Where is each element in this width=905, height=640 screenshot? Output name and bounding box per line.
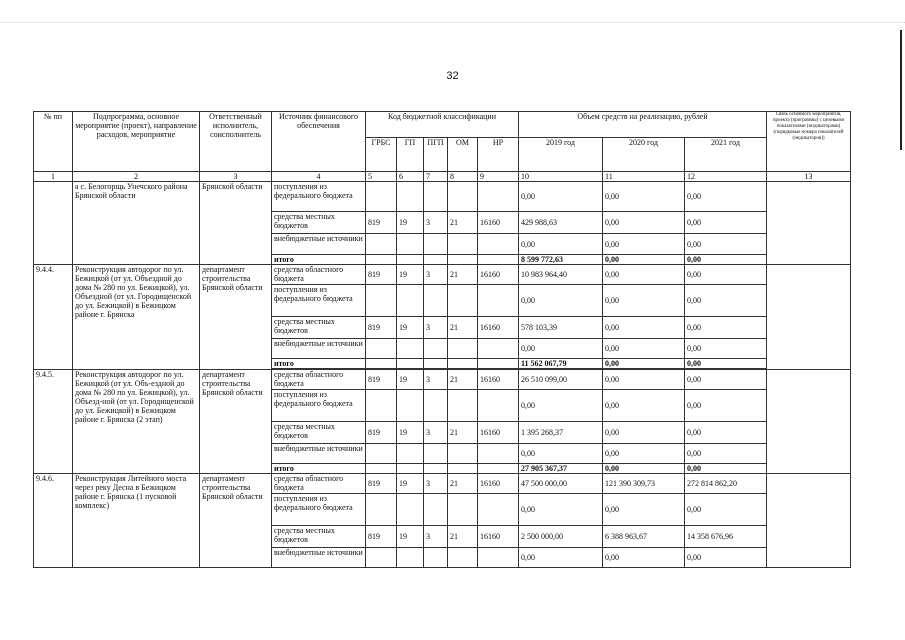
hdr-pgp: ПГП bbox=[424, 138, 448, 172]
row-source: поступления из федерального бюджета bbox=[272, 390, 366, 422]
table-row bbox=[34, 370, 851, 390]
value-2019: 429 988,63 bbox=[519, 212, 603, 234]
code-om: 21 bbox=[448, 474, 478, 494]
code-gp: 19 bbox=[397, 474, 424, 494]
value-2019: 0,00 bbox=[519, 494, 603, 526]
total-2020: 0,00 bbox=[603, 464, 685, 474]
code-gp: 19 bbox=[397, 526, 424, 548]
row-num bbox=[34, 182, 73, 265]
value-2021: 0,00 bbox=[685, 317, 767, 339]
hdr-np: НР bbox=[478, 138, 519, 172]
value-2020: 0,00 bbox=[603, 265, 685, 285]
row-source: итого bbox=[272, 464, 366, 474]
code-grbs: 819 bbox=[366, 212, 397, 234]
code-gp: 19 bbox=[397, 370, 424, 390]
value-2021: 0,00 bbox=[685, 182, 767, 212]
scan-edge-bar bbox=[900, 30, 902, 150]
value-2020: 0,00 bbox=[603, 548, 685, 568]
page-number: 32 bbox=[446, 70, 459, 82]
value-2020: 0,00 bbox=[603, 182, 685, 212]
code-grbs: 819 bbox=[366, 317, 397, 339]
row-responsible: департамент строительства Брянской области bbox=[200, 370, 272, 474]
colnum: 13 bbox=[767, 172, 851, 182]
code-grbs: 819 bbox=[366, 422, 397, 444]
code-om: 21 bbox=[448, 526, 478, 548]
row-responsible: департамент строительства Брянской области bbox=[200, 265, 272, 370]
row-link bbox=[767, 182, 851, 265]
code-gp: 19 bbox=[397, 212, 424, 234]
colnum: 3 bbox=[200, 172, 272, 182]
code-np: 16160 bbox=[478, 370, 519, 390]
colnum: 9 bbox=[478, 172, 519, 182]
value-2021: 14 358 676,96 bbox=[685, 526, 767, 548]
value-2020: 0,00 bbox=[603, 390, 685, 422]
code-pgp: 3 bbox=[424, 370, 448, 390]
code-pgp: 3 bbox=[424, 422, 448, 444]
row-responsible: Брянской области bbox=[200, 182, 272, 265]
row-link bbox=[767, 265, 851, 370]
code-np: 16160 bbox=[478, 265, 519, 285]
row-description: Реконструкция автодорог по ул. Бежицкой (от ул. Объ-ездной до дома № 280 по ул. Бежицкой), ул. Объезд-ной (от ул. Городищенской до ул. Бежицкой) в Бежицком районе г. Брянска (2 этап) bbox=[73, 370, 200, 474]
colnum: 4 bbox=[272, 172, 366, 182]
table-row bbox=[34, 182, 851, 212]
value-2021: 0,00 bbox=[685, 370, 767, 390]
value-2019: 47 500 000,00 bbox=[519, 474, 603, 494]
row-source: средства местных бюджетов bbox=[272, 212, 366, 234]
code-om: 21 bbox=[448, 370, 478, 390]
code-pgp: 3 bbox=[424, 474, 448, 494]
hdr-om: ОМ bbox=[448, 138, 478, 172]
row-source: внебюджетные источники bbox=[272, 234, 366, 255]
value-2020: 0,00 bbox=[603, 317, 685, 339]
code-np: 16160 bbox=[478, 422, 519, 444]
hdr-2021: 2021 год bbox=[685, 138, 767, 172]
value-2019: 0,00 bbox=[519, 182, 603, 212]
value-2021: 0,00 bbox=[685, 285, 767, 317]
row-source: средства областного бюджета bbox=[272, 265, 366, 285]
row-num: 9.4.6. bbox=[34, 474, 73, 568]
row-description: Реконструкция Литейного моста через реку Десна в Бежицком районе г. Брянска (1 пусковой комплекс) bbox=[73, 474, 200, 568]
total-2019: 11 562 067,79 bbox=[519, 359, 603, 369]
row-source: итого bbox=[272, 359, 366, 369]
value-2019: 0,00 bbox=[519, 234, 603, 255]
total-2019: 8 599 772,63 bbox=[519, 255, 603, 265]
code-np: 16160 bbox=[478, 212, 519, 234]
hdr-volume: Объем средств на реализацию, рублей bbox=[519, 112, 767, 138]
value-2020: 0,00 bbox=[603, 212, 685, 234]
value-2021: 0,00 bbox=[685, 422, 767, 444]
row-source: поступления из федерального бюджета bbox=[272, 285, 366, 317]
code-grbs: 819 bbox=[366, 265, 397, 285]
value-2019: 578 103,39 bbox=[519, 317, 603, 339]
code-gp: 19 bbox=[397, 317, 424, 339]
row-num: 9.4.5. bbox=[34, 370, 73, 474]
header-row bbox=[34, 112, 851, 138]
row-responsible: департамент строительства Брянской области bbox=[200, 474, 272, 568]
column-number-row bbox=[34, 172, 851, 182]
code-om: 21 bbox=[448, 265, 478, 285]
row-source: итого bbox=[272, 255, 366, 265]
value-2019: 0,00 bbox=[519, 390, 603, 422]
hdr-responsible: Ответственный исполнитель, соисполнитель bbox=[200, 112, 272, 172]
total-2020: 0,00 bbox=[603, 255, 685, 265]
row-source: средства областного бюджета bbox=[272, 474, 366, 494]
row-source: внебюджетные источники bbox=[272, 548, 366, 568]
value-2020: 0,00 bbox=[603, 285, 685, 317]
value-2019: 0,00 bbox=[519, 339, 603, 359]
value-2019: 0,00 bbox=[519, 548, 603, 568]
row-source: поступления из федерального бюджета bbox=[272, 494, 366, 526]
row-source: средства местных бюджетов bbox=[272, 526, 366, 548]
code-grbs: 819 bbox=[366, 474, 397, 494]
code-pgp: 3 bbox=[424, 317, 448, 339]
value-2020: 0,00 bbox=[603, 234, 685, 255]
value-2021: 0,00 bbox=[685, 390, 767, 422]
value-2021: 0,00 bbox=[685, 234, 767, 255]
row-num: 9.4.4. bbox=[34, 265, 73, 370]
value-2020: 0,00 bbox=[603, 494, 685, 526]
value-2020: 6 388 963,67 bbox=[603, 526, 685, 548]
value-2021: 0,00 bbox=[685, 548, 767, 568]
value-2020: 0,00 bbox=[603, 339, 685, 359]
value-2020: 0,00 bbox=[603, 422, 685, 444]
row-source: средства областного бюджета bbox=[272, 370, 366, 390]
table-row bbox=[34, 265, 851, 285]
colnum: 8 bbox=[448, 172, 478, 182]
colnum: 6 bbox=[397, 172, 424, 182]
code-np: 16160 bbox=[478, 526, 519, 548]
scan-dotted-line bbox=[0, 22, 905, 23]
value-2020: 0,00 bbox=[603, 444, 685, 464]
colnum: 1 bbox=[34, 172, 73, 182]
colnum: 10 bbox=[519, 172, 603, 182]
code-np: 16160 bbox=[478, 474, 519, 494]
colnum: 11 bbox=[603, 172, 685, 182]
value-2019: 0,00 bbox=[519, 444, 603, 464]
row-source: внебюджетные источники bbox=[272, 339, 366, 359]
hdr-num: № пп bbox=[34, 112, 73, 172]
hdr-link: Связь основного мероприятия, проекта (программы) с целевыми показателями (индикаторами) (порядковые номера показателей (индикаторов)) bbox=[767, 112, 851, 172]
colnum: 7 bbox=[424, 172, 448, 182]
code-pgp: 3 bbox=[424, 265, 448, 285]
value-2019: 10 983 964,40 bbox=[519, 265, 603, 285]
hdr-2019: 2019 год bbox=[519, 138, 603, 172]
row-link bbox=[767, 370, 851, 474]
value-2019: 26 510 099,00 bbox=[519, 370, 603, 390]
value-2019: 1 395 268,37 bbox=[519, 422, 603, 444]
total-2020: 0,00 bbox=[603, 359, 685, 369]
colnum: 2 bbox=[73, 172, 200, 182]
value-2021: 272 814 862,20 bbox=[685, 474, 767, 494]
row-link bbox=[767, 474, 851, 568]
code-om: 21 bbox=[448, 212, 478, 234]
total-2021: 0,00 bbox=[685, 464, 767, 474]
code-om: 21 bbox=[448, 422, 478, 444]
code-om: 21 bbox=[448, 317, 478, 339]
total-2021: 0,00 bbox=[685, 255, 767, 265]
budget-table bbox=[33, 111, 851, 568]
code-gp: 19 bbox=[397, 265, 424, 285]
value-2019: 0,00 bbox=[519, 285, 603, 317]
value-2020: 0,00 bbox=[603, 370, 685, 390]
total-2021: 0,00 bbox=[685, 359, 767, 369]
hdr-gp: ГП bbox=[397, 138, 424, 172]
hdr-subprogram: Подпрограмма, основное мероприятие (проект), направление расходов, мероприятие bbox=[73, 112, 200, 172]
value-2021: 0,00 bbox=[685, 339, 767, 359]
table-row bbox=[34, 474, 851, 494]
value-2021: 0,00 bbox=[685, 494, 767, 526]
value-2021: 0,00 bbox=[685, 265, 767, 285]
total-2019: 27 905 367,37 bbox=[519, 464, 603, 474]
code-np: 16160 bbox=[478, 317, 519, 339]
value-2021: 0,00 bbox=[685, 212, 767, 234]
hdr-2020: 2020 год bbox=[603, 138, 685, 172]
hdr-source: Источник финансового обеспечения bbox=[272, 112, 366, 172]
hdr-budget-code: Код бюджетной классификации bbox=[366, 112, 519, 138]
value-2021: 0,00 bbox=[685, 444, 767, 464]
row-source: поступления из федерального бюджета bbox=[272, 182, 366, 212]
value-2019: 2 500 000,00 bbox=[519, 526, 603, 548]
value-2020: 121 390 309,73 bbox=[603, 474, 685, 494]
code-pgp: 3 bbox=[424, 526, 448, 548]
colnum: 5 bbox=[366, 172, 397, 182]
code-grbs: 819 bbox=[366, 526, 397, 548]
hdr-grbs: ГРБС bbox=[366, 138, 397, 172]
code-gp: 19 bbox=[397, 422, 424, 444]
colnum: 12 bbox=[685, 172, 767, 182]
row-description: Реконструкция автодорог по ул. Бежицкой (от ул. Объездной до дома № 280 по ул. Бежицкой), ул. Объездной (от ул. Городищенской до ул. Бежицкой) в Бежицком районе г. Брянска bbox=[73, 265, 200, 370]
row-description: а с. Белогорщь Унечского района Брянской области bbox=[73, 182, 200, 265]
row-source: внебюджетные источники bbox=[272, 444, 366, 464]
row-source: средства местных бюджетов bbox=[272, 422, 366, 444]
row-source: средства местных бюджетов bbox=[272, 317, 366, 339]
code-grbs: 819 bbox=[366, 370, 397, 390]
code-pgp: 3 bbox=[424, 212, 448, 234]
